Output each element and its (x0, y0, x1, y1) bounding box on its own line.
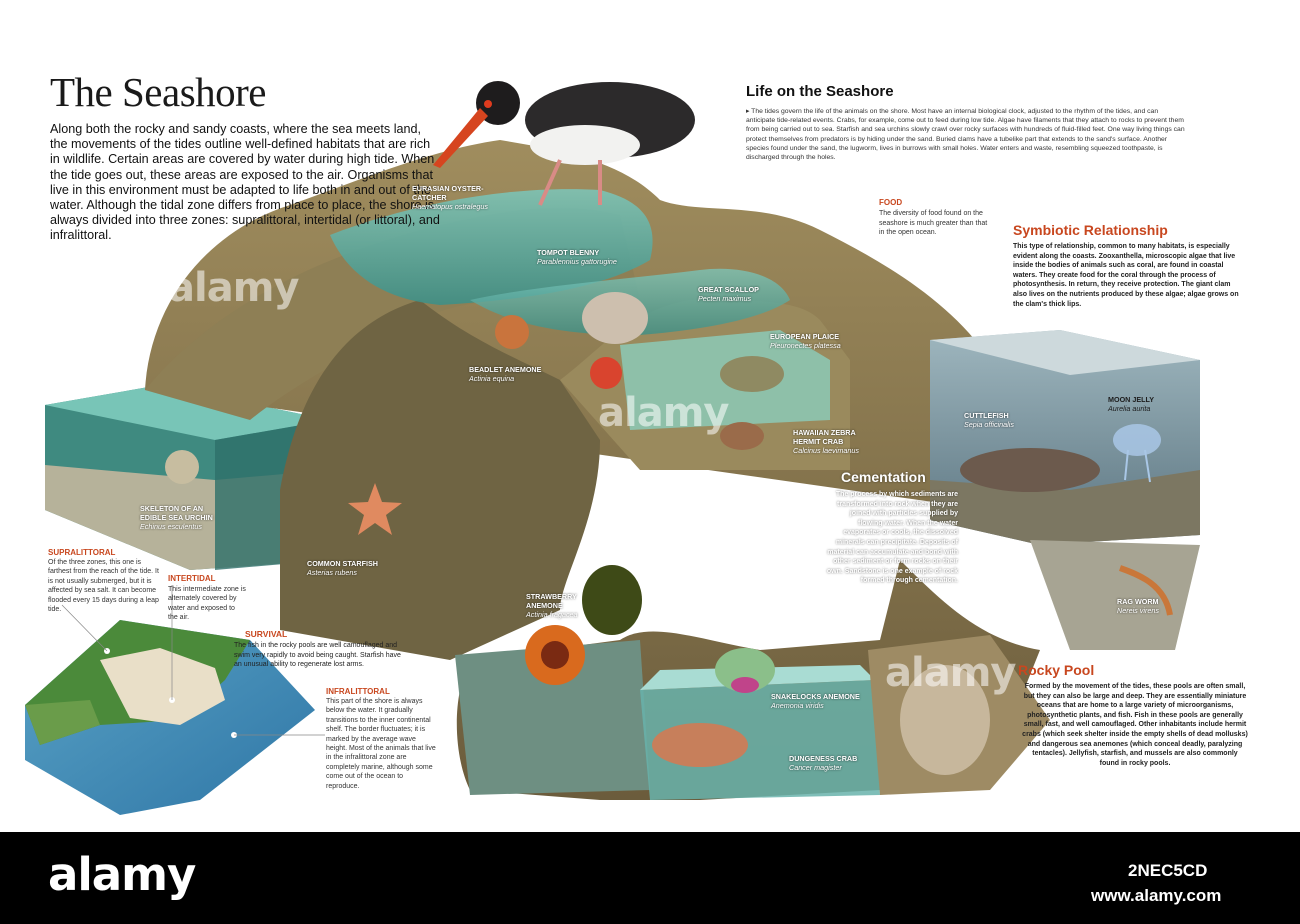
food-text: The diversity of food found on the seashore is much greater than that in the open ocean. (879, 210, 988, 236)
species-latin: Aurelia aurita (1108, 404, 1151, 413)
survival-heading: SURVIVAL (245, 629, 288, 639)
species-name: DUNGENESS CRAB (789, 754, 858, 763)
species-latin: Sepia officinalis (964, 420, 1014, 429)
species-name: SNAKELOCKS ANEMONE (771, 692, 860, 701)
right-tank (930, 330, 1200, 650)
species-name: MOON JELLY (1108, 395, 1155, 404)
site-url[interactable]: www.alamy.com (1091, 886, 1222, 905)
label-cuttlefish (964, 411, 1014, 429)
supralittoral-heading: SUPRALITTORAL (48, 548, 116, 557)
species-name: BEADLET ANEMONE (469, 365, 542, 374)
species-name: STRAWBERRY ANEMONE (526, 592, 577, 610)
species-name: EURASIAN OYSTER- CATCHER (412, 184, 484, 202)
species-latin: Nereis virens (1117, 606, 1159, 615)
watermark: alamy (598, 390, 729, 436)
species-name: TOMPOT BLENNY (537, 248, 600, 257)
label-starfish (307, 559, 378, 577)
species-name: COMMON STARFISH (307, 559, 378, 568)
species-name: CUTTLEFISH (964, 411, 1009, 420)
species-latin: Echinus esculentus (140, 522, 202, 531)
label-blenny (537, 248, 617, 266)
watermark: alamy (168, 265, 299, 311)
species-latin: Pecten maximus (698, 294, 752, 303)
label-oystercatcher (412, 184, 488, 211)
species-name: RAG WORM (1117, 597, 1159, 606)
label-moonjelly (1108, 395, 1154, 413)
species-name: HAWAIIAN ZEBRA HERMIT CRAB (793, 428, 856, 446)
species-latin: Cancer magister (789, 763, 842, 772)
label-ragworm (1117, 597, 1159, 615)
species-latin: Parablennius gattorugine (537, 257, 617, 266)
species-latin: Calcinus laevimanus (793, 446, 859, 455)
alamy-logo[interactable]: alamy (48, 848, 196, 901)
intertidal-heading: INTERTIDAL (168, 574, 216, 583)
intertidal-text: This intermediate zone is alternately covered by water and exposed to the air. (168, 586, 246, 622)
label-hermit (793, 428, 859, 455)
food-heading: FOOD (879, 198, 903, 207)
life-heading: Life on the Seashore (746, 83, 894, 100)
species-latin: Actinia fragacea (526, 610, 578, 619)
infralittoral-text: This part of the shore is always below the water. It gradually transitions to the inner continental shelf. The border fluctuates; it is marked by the average wave height. Most of the animals that live in the infralittoral zone are completely marine, although some come out of the ocean to reproduce. (326, 698, 436, 790)
species-name: EUROPEAN PLAICE (770, 332, 840, 341)
species-name: SKELETON OF AN EDIBLE SEA URCHIN (140, 504, 213, 522)
survival-text: The fish in the rocky pools are well camouflaged and swim very rapidly to avoid being caught. Starfish have an unusual ability to regenerate lost arms. (234, 642, 401, 668)
species-latin: Pleuronectes platessa (770, 341, 841, 350)
supralittoral-text: Of the three zones, this one is farthest from the reach of the tide. It is not usually submerged, but it is affected by sea salt. It can become flooded every 15 days during a leap tide. (48, 559, 159, 614)
species-latin: Asterias rubens (307, 568, 357, 577)
life-text: ▸ The tides govern the life of the animals on the shore. Most have an internal biological clock, adjusted to the rhythm of the tides, and can anticipate tide-related events. Crabs, for example, come out to feed during low tide. Algae have filaments that they attach to rocks to prevent them from being carried out to sea. Starfish and sea urchins slowly crawl over rocky surfaces with hundreds of fluid-filled feet. One way living things can protect themselves from predators is by hiding under the sand. Buried clams have a tubelike part that extends to the sand's surface. Another species found under the sand, the lugworm, lives in burrows with small holes. Water enters and waste, resembling squeezed toothpaste, is discharged through the holes. (746, 108, 1185, 162)
label-urchin (140, 504, 213, 531)
page-title: The Seashore (50, 69, 266, 115)
species-latin: Haematopus ostralegus (412, 202, 488, 211)
species-name: GREAT SCALLOP (698, 285, 759, 294)
species-latin: Anemonia viridis (771, 701, 824, 710)
label-strawberry (526, 592, 578, 619)
image-id: 2NEC5CD (1128, 861, 1208, 880)
rocky-pool-heading: Rocky Pool (1018, 662, 1095, 678)
symbiotic-heading: Symbiotic Relationship (1013, 222, 1168, 238)
cementation-heading: Cementation (841, 469, 926, 485)
label-beadlet (469, 365, 541, 383)
cementation-text: The process by which sediments are transformed into rock when they are joined with particles supplied by flowing water. When the water evaporates or cools, the dissolved minerals can precipitate. Deposits of material can accumulate and bond with other sediment or form rocks on their own. Sandstone is one example of rock formed through cementation. (826, 491, 958, 585)
label-snakelocks (771, 692, 860, 710)
intro-text: Along both the rocky and sandy coasts, where the sea meets land, the movements of the tides outline well-defined habitats that are rich in wildlife. Certain areas are covered by water during high tide. When the tide goes out, these areas are exposed to the air. Organisms that live in this environment must be adapted to life both in and out of the water. Although the tidal zone differs from place to place, the shore is always divided into three zones: supralittoral, intertidal (or littoral), and infralittoral. (50, 122, 440, 243)
label-plaice (770, 332, 841, 350)
rocky-pool-text: Formed by the movement of the tides, these pools are often small, but they can also be large and deep. They are essentially miniature oceans that are home to a large variety of microorganisms, photosynthetic plants, and fish. Fish in these pools are generally small, fast, and well camouflaged. Other inhabitants include hermit crabs (which seek shelter inside the empty shells of dead mollusks) and dangerous sea anemones (which conceal deadly, paralyzing tentacles). Jellyfish, starfish, and mussels are also commonly found in rocky pools. (1022, 683, 1248, 767)
label-scallop (698, 285, 759, 303)
watermark: alamy (885, 650, 1016, 696)
label-dungeness (789, 754, 857, 772)
symbiotic-text: This type of relationship, common to many habitats, is especially evident along the coasts. Zooxanthella, microscopic algae that live inside the bodies of animals such as coral, are found in coastal waters. They create food for the coral through the process of photosynthesis. In return, they receive protection. The giant clam also lives on the nutrients produced by these algae; algae grows on the clam's thick lips. (1013, 243, 1239, 308)
infralittoral-heading: INFRALITTORAL (326, 687, 390, 696)
species-latin: Actinia equina (469, 374, 515, 383)
